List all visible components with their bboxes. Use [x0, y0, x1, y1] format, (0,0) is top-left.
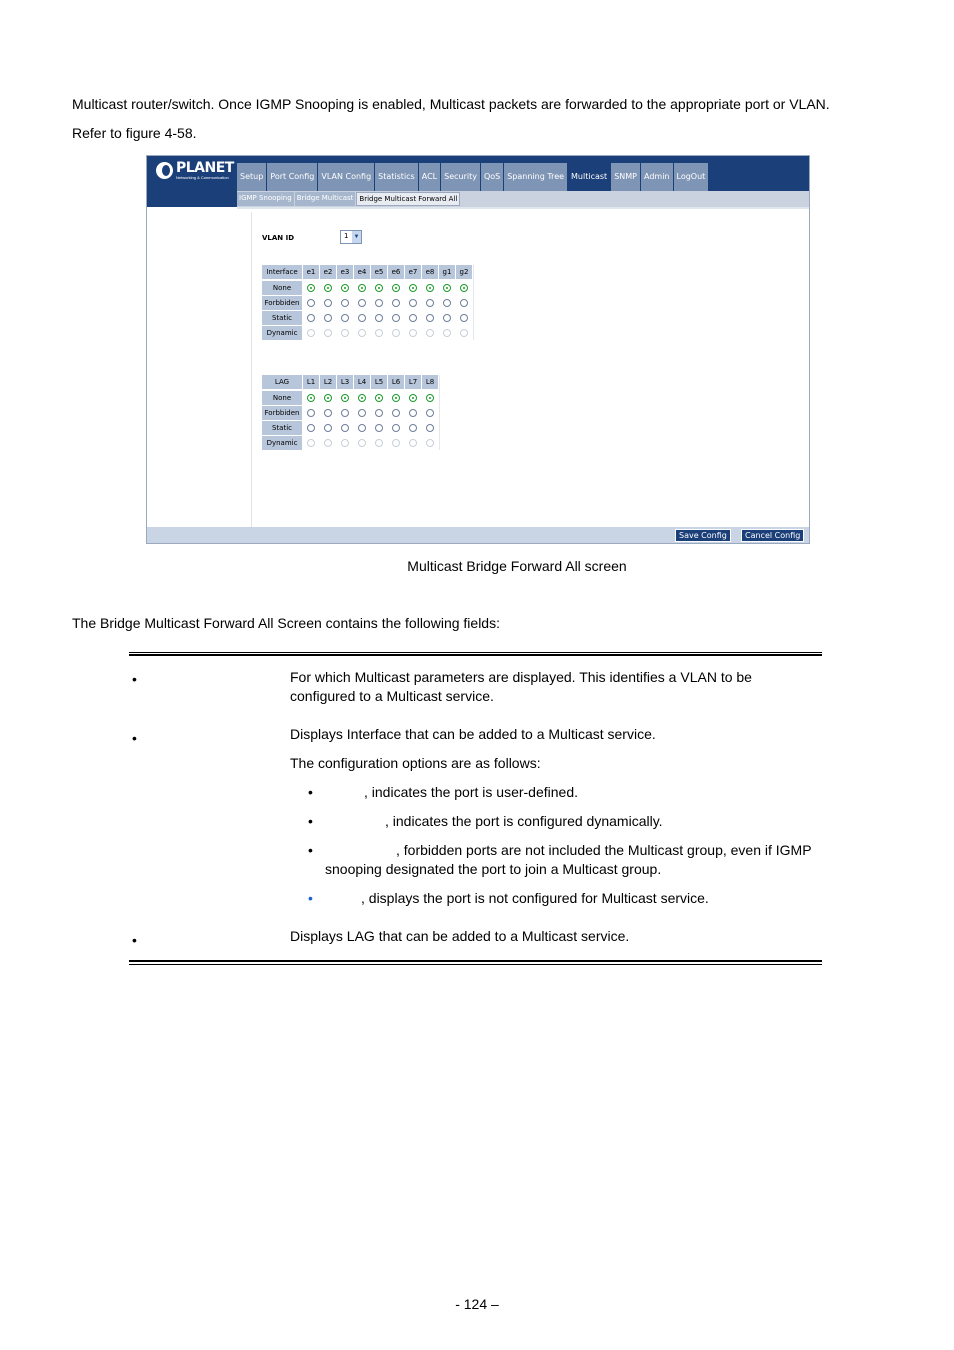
radio-dynamic-e3 [341, 329, 349, 337]
column-header-g1: g1 [439, 265, 455, 279]
column-header-e5: e5 [371, 265, 387, 279]
radio-static-L2[interactable] [324, 424, 332, 432]
radio-forbbiden-g2[interactable] [460, 299, 468, 307]
row-label-dynamic: Dynamic [262, 436, 302, 450]
radio-dynamic-L8 [426, 439, 434, 447]
bullet-icon: • [132, 730, 137, 746]
radio-dynamic-e1 [307, 329, 315, 337]
figure-caption: Multicast Bridge Forward All screen [407, 558, 627, 574]
radio-static-e4[interactable] [358, 314, 366, 322]
radio-static-L3[interactable] [341, 424, 349, 432]
table-bottom-rule-thick [129, 960, 822, 962]
column-header-L1: L1 [303, 375, 319, 389]
radio-none-L6[interactable] [392, 394, 400, 402]
column-header-g2: g2 [456, 265, 472, 279]
radio-dynamic-L7 [409, 439, 417, 447]
submenu [237, 192, 461, 206]
radio-dynamic-g1 [443, 329, 451, 337]
vlan-id-select[interactable] [340, 230, 362, 244]
radio-static-e8[interactable] [426, 314, 434, 322]
radio-dynamic-L4 [358, 439, 366, 447]
radio-none-e5[interactable] [375, 284, 383, 292]
row-label-static: Static [262, 421, 302, 435]
radio-static-L4[interactable] [358, 424, 366, 432]
lag-desc: Displays LAG that can be added to a Multicast service. [290, 928, 630, 944]
menu-item-security[interactable]: Security [441, 163, 480, 191]
radio-none-e6[interactable] [392, 284, 400, 292]
radio-forbbiden-e5[interactable] [375, 299, 383, 307]
radio-dynamic-L2 [324, 439, 332, 447]
radio-none-L7[interactable] [409, 394, 417, 402]
options-intro: The configuration options are as follows: [290, 755, 541, 771]
menu-item-multicast[interactable]: Multicast [568, 163, 610, 191]
row-label-dynamic: Dynamic [262, 326, 302, 340]
radio-forbbiden-g1[interactable] [443, 299, 451, 307]
menu-item-snmp[interactable]: SNMP [611, 163, 640, 191]
row-label-none: None [262, 281, 302, 295]
radio-static-g1[interactable] [443, 314, 451, 322]
column-header-e3: e3 [337, 265, 353, 279]
table-edge [473, 265, 474, 340]
radio-forbbiden-L4[interactable] [358, 409, 366, 417]
radio-none-e7[interactable] [409, 284, 417, 292]
radio-none-e1[interactable] [307, 284, 315, 292]
table-top-rule-thick [129, 654, 822, 656]
vlan-id-label: VLAN ID [262, 234, 295, 242]
radio-forbbiden-L3[interactable] [341, 409, 349, 417]
menu-item-port-config[interactable]: Port Config [267, 163, 317, 191]
table-bottom-rule-thin [129, 964, 822, 965]
vlan-desc-1: For which Multicast parameters are displayed. This identifies a VLAN to be [290, 669, 752, 685]
bullet-icon: • [132, 932, 137, 948]
radio-static-e6[interactable] [392, 314, 400, 322]
column-header-L6: L6 [388, 375, 404, 389]
menu-item-admin[interactable]: Admin [641, 163, 673, 191]
table-edge [439, 375, 440, 450]
radio-forbbiden-e4[interactable] [358, 299, 366, 307]
radio-static-e7[interactable] [409, 314, 417, 322]
tab-bridge-multicast-forward-all[interactable]: Bridge Multicast Forward All [356, 192, 460, 206]
web-ui-screenshot [146, 155, 810, 544]
radio-none-L1[interactable] [307, 394, 315, 402]
radio-dynamic-L1 [307, 439, 315, 447]
radio-forbbiden-e6[interactable] [392, 299, 400, 307]
radio-none-g1[interactable] [443, 284, 451, 292]
radio-dynamic-e2 [324, 329, 332, 337]
radio-forbbiden-e8[interactable] [426, 299, 434, 307]
radio-none-e4[interactable] [358, 284, 366, 292]
main-menu [237, 163, 709, 191]
radio-forbbiden-L2[interactable] [324, 409, 332, 417]
chevron-down-icon[interactable]: ▼ [352, 231, 361, 243]
column-header-e1: e1 [303, 265, 319, 279]
column-header-e2: e2 [320, 265, 336, 279]
cancel-config-button[interactable]: Cancel Config [741, 529, 804, 542]
row-label-none: None [262, 391, 302, 405]
radio-static-L6[interactable] [392, 424, 400, 432]
column-header-e4: e4 [354, 265, 370, 279]
option-forbidden-2: snooping designated the port to join a Multicast group. [325, 861, 662, 877]
radio-dynamic-L3 [341, 439, 349, 447]
radio-forbbiden-e7[interactable] [409, 299, 417, 307]
content-divider [251, 212, 252, 527]
column-header-e8: e8 [422, 265, 438, 279]
page-number: - 124 – [455, 1296, 499, 1312]
column-header-L2: L2 [320, 375, 336, 389]
radio-none-g2[interactable] [460, 284, 468, 292]
bullet-icon: • [132, 671, 137, 687]
menu-item-statistics[interactable]: Statistics [375, 163, 418, 191]
fields-intro: The Bridge Multicast Forward All Screen contains the following fields: [72, 615, 500, 631]
radio-dynamic-e8 [426, 329, 434, 337]
column-header-L8: L8 [422, 375, 438, 389]
bullet-icon: • [308, 813, 313, 829]
column-header-e7: e7 [405, 265, 421, 279]
bullet-icon: • [308, 890, 313, 906]
table-header-label: Interface [262, 265, 302, 279]
column-header-e6: e6 [388, 265, 404, 279]
intro-line-2: Refer to figure 4-58. [72, 125, 197, 141]
radio-static-L1[interactable] [307, 424, 315, 432]
radio-dynamic-e4 [358, 329, 366, 337]
tab-igmp-snooping[interactable]: IGMP Snooping [237, 192, 294, 206]
column-header-L7: L7 [405, 375, 421, 389]
row-label-static: Static [262, 311, 302, 325]
menu-item-spanning-tree[interactable]: Spanning Tree [504, 163, 567, 191]
table-header-label: LAG [262, 375, 302, 389]
submenu-underline [237, 207, 809, 209]
radio-static-e5[interactable] [375, 314, 383, 322]
radio-none-e3[interactable] [341, 284, 349, 292]
save-config-button[interactable]: Save Config [675, 529, 731, 542]
logo-subtitle: Networking & Communication [176, 175, 229, 180]
radio-none-L2[interactable] [324, 394, 332, 402]
interface-desc: Displays Interface that can be added to a Multicast service. [290, 726, 656, 742]
radio-none-e2[interactable] [324, 284, 332, 292]
radio-forbbiden-e2[interactable] [324, 299, 332, 307]
radio-static-L7[interactable] [409, 424, 417, 432]
intro-line-1: Multicast router/switch. Once IGMP Snooping is enabled, Multicast packets are forwarded to the appropriate port or VLAN. [72, 96, 830, 112]
tab-bridge-multicast[interactable]: Bridge Multicast [295, 192, 356, 206]
radio-dynamic-e7 [409, 329, 417, 337]
radio-dynamic-L6 [392, 439, 400, 447]
column-header-L5: L5 [371, 375, 387, 389]
logo-icon [156, 162, 173, 179]
radio-forbbiden-e3[interactable] [341, 299, 349, 307]
radio-static-L8[interactable] [426, 424, 434, 432]
radio-none-L5[interactable] [375, 394, 383, 402]
option-forbidden-1: , forbidden ports are not included the Multicast group, even if IGMP [396, 842, 812, 858]
menu-item-logout[interactable]: LogOut [674, 163, 709, 191]
row-label-forbbiden: Forbbiden [262, 406, 302, 420]
table-top-rule-thin [129, 652, 822, 653]
radio-none-L3[interactable] [341, 394, 349, 402]
radio-none-e8[interactable] [426, 284, 434, 292]
radio-static-g2[interactable] [460, 314, 468, 322]
option-none: , displays the port is not configured for Multicast service. [361, 890, 709, 906]
option-dynamic: , indicates the port is configured dynamically. [385, 813, 663, 829]
column-header-L4: L4 [354, 375, 370, 389]
radio-dynamic-L5 [375, 439, 383, 447]
vlan-desc-2: configured to a Multicast service. [290, 688, 494, 704]
vlan-id-value: 1 [344, 232, 349, 240]
radio-forbbiden-L7[interactable] [409, 409, 417, 417]
radio-dynamic-e6 [392, 329, 400, 337]
row-label-forbbiden: Forbbiden [262, 296, 302, 310]
radio-none-L4[interactable] [358, 394, 366, 402]
radio-static-e2[interactable] [324, 314, 332, 322]
radio-forbbiden-L6[interactable] [392, 409, 400, 417]
bullet-icon: • [308, 784, 313, 800]
radio-static-e1[interactable] [307, 314, 315, 322]
option-static: , indicates the port is user-defined. [364, 784, 579, 800]
logo-text: PLANET [176, 160, 234, 176]
radio-dynamic-e5 [375, 329, 383, 337]
radio-forbbiden-L8[interactable] [426, 409, 434, 417]
bullet-icon: • [308, 842, 313, 858]
column-header-L3: L3 [337, 375, 353, 389]
radio-forbbiden-e1[interactable] [307, 299, 315, 307]
menu-item-acl[interactable]: ACL [419, 163, 440, 191]
planet-logo [147, 156, 237, 207]
radio-static-e3[interactable] [341, 314, 349, 322]
radio-static-L5[interactable] [375, 424, 383, 432]
radio-forbbiden-L1[interactable] [307, 409, 315, 417]
radio-none-L8[interactable] [426, 394, 434, 402]
radio-dynamic-g2 [460, 329, 468, 337]
menu-item-vlan-config[interactable]: VLAN Config [318, 163, 374, 191]
menu-item-qos[interactable]: QoS [481, 163, 503, 191]
menu-item-setup[interactable]: Setup [237, 163, 266, 191]
radio-forbbiden-L5[interactable] [375, 409, 383, 417]
